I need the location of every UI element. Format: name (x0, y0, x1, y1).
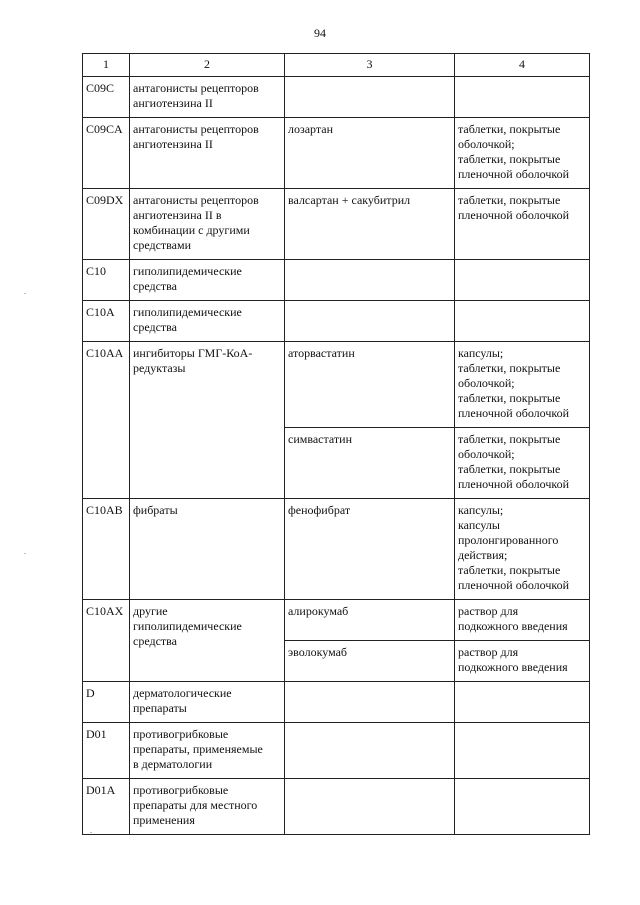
group-name-line: препараты (133, 701, 187, 715)
dosage-form-cell (455, 301, 590, 342)
dosage-form-line: подкожного введения (458, 660, 568, 674)
group-name-line: редуктазы (133, 361, 186, 375)
group-name-line: ангиотензина II (133, 96, 213, 110)
atc-code-cell: C10 (83, 260, 130, 301)
header-col-2: 2 (130, 54, 285, 77)
dosage-form-line: оболочкой; (458, 376, 515, 390)
table-row (83, 499, 590, 600)
medication-table (82, 53, 590, 835)
drug-name-cell (285, 499, 455, 600)
group-name-cell (130, 77, 285, 118)
drug-name-line: валсартан + сакубитрил (288, 193, 411, 207)
dosage-form-line: капсулы (458, 518, 500, 532)
group-name-line: антагонисты рецепторов (133, 122, 259, 136)
dosage-form-line: таблетки, покрытые (458, 193, 561, 207)
drug-name-cell (285, 342, 455, 428)
group-name-cell (130, 342, 285, 499)
atc-code-cell: C09CA (83, 118, 130, 189)
scan-mark (90, 832, 92, 833)
group-name-line: средства (133, 320, 178, 334)
table-header (83, 54, 590, 77)
atc-code-cell: C10AX (83, 600, 130, 682)
group-name-line: антагонисты рецепторов (133, 81, 259, 95)
group-name-cell (130, 600, 285, 682)
drug-name-line: симвастатин (288, 432, 352, 446)
atc-code-cell: D01 (83, 723, 130, 779)
dosage-form-line: капсулы; (458, 503, 504, 517)
drug-name-cell (285, 260, 455, 301)
group-name-line: средства (133, 634, 178, 648)
dosage-form-cell (455, 499, 590, 600)
group-name-line: препараты для местного (133, 798, 258, 812)
scan-mark (24, 553, 26, 554)
drug-name-cell (285, 428, 455, 499)
group-name-line: противогрибковые (133, 727, 229, 741)
table-row (83, 77, 590, 118)
group-name-line: применения (133, 813, 195, 827)
atc-code-cell: D (83, 682, 130, 723)
drug-name-cell (285, 641, 455, 682)
table-body (83, 77, 590, 835)
table-row (83, 301, 590, 342)
group-name-cell (130, 189, 285, 260)
scan-mark (24, 293, 26, 294)
drug-name-line: лозартан (288, 122, 334, 136)
group-name-line: комбинации с другими (133, 223, 250, 237)
group-name-cell (130, 779, 285, 835)
table-row (83, 189, 590, 260)
page-number: 94 (314, 26, 326, 40)
table-row (83, 723, 590, 779)
header-col-1: 1 (83, 54, 130, 77)
dosage-form-line: пленочной оболочкой (458, 477, 570, 491)
table-row (83, 260, 590, 301)
dosage-form-cell (455, 641, 590, 682)
group-name-cell (130, 260, 285, 301)
dosage-form-cell (455, 779, 590, 835)
dosage-form-line: пролонгированного (458, 533, 559, 547)
dosage-form-line: пленочной оболочкой (458, 578, 570, 592)
table-row (83, 118, 590, 189)
dosage-form-line: оболочкой; (458, 447, 515, 461)
drug-name-cell (285, 118, 455, 189)
group-name-cell (130, 682, 285, 723)
drug-name-line: аторвастатин (288, 346, 355, 360)
dosage-form-line: раствор для (458, 604, 519, 618)
atc-code-cell: C09DX (83, 189, 130, 260)
dosage-form-line: таблетки, покрытые (458, 152, 561, 166)
dosage-form-line: раствор для (458, 645, 519, 659)
drug-name-line: фенофибрат (288, 503, 351, 517)
group-name-line: препараты, применяемые (133, 742, 263, 756)
table-row (83, 779, 590, 835)
group-name-line: фибраты (133, 503, 178, 517)
group-name-cell (130, 499, 285, 600)
drug-name-line: эволокумаб (288, 645, 348, 659)
dosage-form-cell (455, 260, 590, 301)
atc-code-cell: D01A (83, 779, 130, 835)
dosage-form-line: таблетки, покрытые (458, 462, 561, 476)
header-col-3: 3 (285, 54, 455, 77)
table-row (83, 600, 590, 641)
drug-name-line: алирокумаб (288, 604, 349, 618)
drug-name-cell (285, 723, 455, 779)
group-name-line: средствами (133, 238, 192, 252)
table-row (83, 682, 590, 723)
drug-name-cell (285, 77, 455, 118)
drug-name-cell (285, 682, 455, 723)
group-name-line: другие (133, 604, 168, 618)
dosage-form-line: таблетки, покрытые (458, 432, 561, 446)
dosage-form-line: оболочкой; (458, 137, 515, 151)
group-name-cell (130, 118, 285, 189)
group-name-line: гиполипидемические (133, 305, 242, 319)
dosage-form-cell (455, 118, 590, 189)
group-name-line: дерматологические (133, 686, 232, 700)
group-name-line: противогрибковые (133, 783, 229, 797)
dosage-form-cell (455, 723, 590, 779)
drug-name-cell (285, 779, 455, 835)
group-name-line: в дерматологии (133, 757, 213, 771)
group-name-line: ангиотензина II в (133, 208, 222, 222)
atc-code-cell: C10AA (83, 342, 130, 499)
drug-name-cell (285, 301, 455, 342)
dosage-form-line: таблетки, покрытые (458, 563, 561, 577)
dosage-form-line: пленочной оболочкой (458, 208, 570, 222)
group-name-line: антагонисты рецепторов (133, 193, 259, 207)
dosage-form-line: пленочной оболочкой (458, 406, 570, 420)
header-col-4: 4 (455, 54, 590, 77)
header-row (83, 54, 590, 77)
group-name-line: гиполипидемические (133, 264, 242, 278)
drug-name-cell (285, 600, 455, 641)
group-name-line: средства (133, 279, 178, 293)
dosage-form-cell (455, 600, 590, 641)
dosage-form-cell (455, 342, 590, 428)
dosage-form-cell (455, 428, 590, 499)
atc-code-cell: C10A (83, 301, 130, 342)
group-name-line: гиполипидемические (133, 619, 242, 633)
group-name-cell (130, 723, 285, 779)
dosage-form-line: таблетки, покрытые (458, 122, 561, 136)
table-row (83, 342, 590, 428)
drug-name-cell (285, 189, 455, 260)
dosage-form-line: капсулы; (458, 346, 504, 360)
dosage-form-line: таблетки, покрытые (458, 391, 561, 405)
group-name-line: ингибиторы ГМГ-КоА- (133, 346, 253, 360)
dosage-form-line: подкожного введения (458, 619, 568, 633)
dosage-form-line: пленочной оболочкой (458, 167, 570, 181)
dosage-form-line: таблетки, покрытые (458, 361, 561, 375)
dosage-form-cell (455, 682, 590, 723)
dosage-form-line: действия; (458, 548, 508, 562)
dosage-form-cell (455, 189, 590, 260)
group-name-cell (130, 301, 285, 342)
group-name-line: ангиотензина II (133, 137, 213, 151)
atc-code-cell: C09C (83, 77, 130, 118)
dosage-form-cell (455, 77, 590, 118)
atc-code-cell: C10AB (83, 499, 130, 600)
